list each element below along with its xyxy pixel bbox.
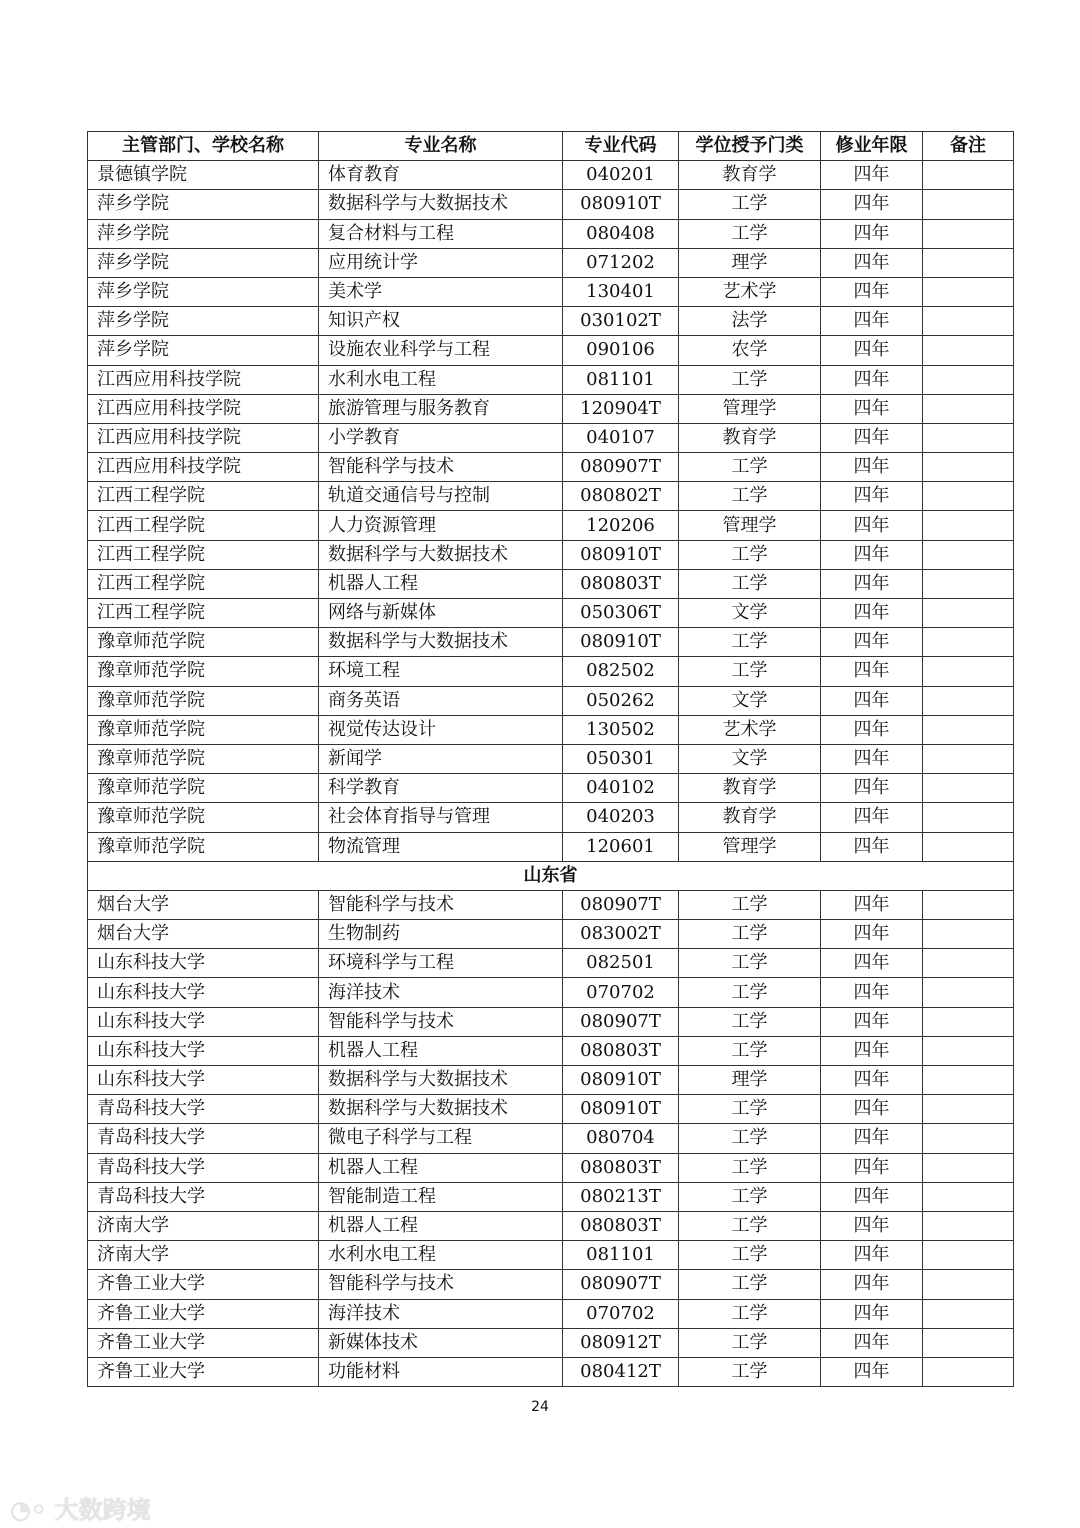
table-cell: 机器人工程 (319, 1211, 563, 1240)
table-cell: 江西应用科技学院 (88, 365, 319, 394)
table-row (88, 1299, 1014, 1328)
table-cell: 四年 (821, 949, 923, 978)
table-cell: 江西应用科技学院 (88, 423, 319, 452)
table-cell (923, 307, 1014, 336)
table-cell: 四年 (821, 248, 923, 277)
table-row (88, 511, 1014, 540)
page-number: 24 (531, 1399, 549, 1415)
table-cell: 知识产权 (319, 307, 563, 336)
table-cell: 江西工程学院 (88, 569, 319, 598)
table-row (88, 1036, 1014, 1065)
table-cell (923, 1095, 1014, 1124)
table-cell: 人力资源管理 (319, 511, 563, 540)
table-cell: 082501 (563, 949, 679, 978)
table-cell: 040203 (563, 803, 679, 832)
table-cell: 工学 (679, 482, 821, 511)
table-cell: 120206 (563, 511, 679, 540)
table-cell (923, 277, 1014, 306)
table-cell: 商务英语 (319, 686, 563, 715)
table-cell (923, 511, 1014, 540)
table-cell: 四年 (821, 423, 923, 452)
table-cell: 山东科技大学 (88, 978, 319, 1007)
table-cell: 齐鲁工业大学 (88, 1328, 319, 1357)
table-cell: 艺术学 (679, 277, 821, 306)
table-cell (923, 686, 1014, 715)
table-cell: 工学 (679, 569, 821, 598)
table-cell: 四年 (821, 599, 923, 628)
table-cell: 旅游管理与服务教育 (319, 394, 563, 423)
table-cell: 四年 (821, 920, 923, 949)
table-cell: 070702 (563, 1299, 679, 1328)
table-cell: 080802T (563, 482, 679, 511)
table-row (88, 686, 1014, 715)
table-cell: 机器人工程 (319, 1153, 563, 1182)
table-cell: 山东科技大学 (88, 1036, 319, 1065)
table-cell: 济南大学 (88, 1241, 319, 1270)
table-cell: 120601 (563, 832, 679, 861)
table-row (88, 540, 1014, 569)
table-cell: 江西工程学院 (88, 482, 319, 511)
table-cell: 文学 (679, 744, 821, 773)
table-cell: 080910T (563, 1095, 679, 1124)
table-cell (923, 453, 1014, 482)
table-cell: 工学 (679, 453, 821, 482)
table-cell: 四年 (821, 1211, 923, 1240)
table-row (88, 1066, 1014, 1095)
table-cell (923, 1182, 1014, 1211)
table-cell: 080907T (563, 1270, 679, 1299)
table-cell: 农学 (679, 336, 821, 365)
column-header: 学位授予门类 (679, 132, 821, 161)
table-row (88, 336, 1014, 365)
table-cell: 数据科学与大数据技术 (319, 1066, 563, 1095)
table-cell: 管理学 (679, 394, 821, 423)
table-cell (923, 657, 1014, 686)
table-cell (923, 1328, 1014, 1357)
table-cell: 工学 (679, 219, 821, 248)
table-cell: 齐鲁工业大学 (88, 1270, 319, 1299)
table-cell: 海洋技术 (319, 1299, 563, 1328)
table-cell: 体育教育 (319, 161, 563, 190)
table-row (88, 423, 1014, 452)
table-cell: 082502 (563, 657, 679, 686)
table-cell (923, 219, 1014, 248)
table-cell: 数据科学与大数据技术 (319, 628, 563, 657)
table-cell: 社会体育指导与管理 (319, 803, 563, 832)
table-cell: 四年 (821, 628, 923, 657)
table-cell (923, 1066, 1014, 1095)
table-cell: 设施农业科学与工程 (319, 336, 563, 365)
table-cell (923, 803, 1014, 832)
table-cell (923, 774, 1014, 803)
table-cell (923, 1007, 1014, 1036)
table-cell (923, 628, 1014, 657)
section-row (88, 861, 1014, 890)
table-cell: 理学 (679, 248, 821, 277)
table-cell: 理学 (679, 1066, 821, 1095)
table-cell: 工学 (679, 1299, 821, 1328)
table-row (88, 248, 1014, 277)
column-header: 修业年限 (821, 132, 923, 161)
table-cell: 青岛科技大学 (88, 1124, 319, 1153)
table-cell (923, 1211, 1014, 1240)
table-cell: 海洋技术 (319, 978, 563, 1007)
table-header-row (88, 132, 1014, 161)
table-cell: 物流管理 (319, 832, 563, 861)
table-cell: 四年 (821, 1007, 923, 1036)
table-cell: 齐鲁工业大学 (88, 1299, 319, 1328)
table-cell: 功能材料 (319, 1357, 563, 1386)
table-cell: 萍乡学院 (88, 307, 319, 336)
table-cell: 四年 (821, 686, 923, 715)
table-cell: 080907T (563, 1007, 679, 1036)
table-cell: 豫章师范学院 (88, 744, 319, 773)
table-row (88, 277, 1014, 306)
table-cell: 四年 (821, 277, 923, 306)
table-cell (923, 394, 1014, 423)
table-cell: 030102T (563, 307, 679, 336)
table-cell (923, 832, 1014, 861)
table-cell: 四年 (821, 1357, 923, 1386)
table-cell (923, 482, 1014, 511)
table-row (88, 1095, 1014, 1124)
table-cell: 机器人工程 (319, 1036, 563, 1065)
table-cell: 工学 (679, 1095, 821, 1124)
table-cell: 080803T (563, 1153, 679, 1182)
table-cell: 科学教育 (319, 774, 563, 803)
table-cell: 环境工程 (319, 657, 563, 686)
table-cell: 四年 (821, 1182, 923, 1211)
table-row (88, 890, 1014, 919)
table-cell: 四年 (821, 190, 923, 219)
table-cell: 081101 (563, 365, 679, 394)
table-cell: 四年 (821, 1095, 923, 1124)
table-row (88, 774, 1014, 803)
table-cell: 齐鲁工业大学 (88, 1357, 319, 1386)
table-cell: 工学 (679, 540, 821, 569)
table-cell: 江西工程学院 (88, 511, 319, 540)
table-cell: 智能科学与技术 (319, 453, 563, 482)
table-cell: 工学 (679, 1241, 821, 1270)
table-cell: 工学 (679, 365, 821, 394)
table-cell (923, 1036, 1014, 1065)
table-cell: 四年 (821, 774, 923, 803)
table-cell: 四年 (821, 890, 923, 919)
table-cell: 萍乡学院 (88, 219, 319, 248)
table-cell: 美术学 (319, 277, 563, 306)
table-cell: 040107 (563, 423, 679, 452)
table-cell: 080412T (563, 1357, 679, 1386)
table-cell: 山东科技大学 (88, 949, 319, 978)
table-cell: 040102 (563, 774, 679, 803)
table-cell: 萍乡学院 (88, 190, 319, 219)
table-cell: 工学 (679, 1124, 821, 1153)
table-cell: 水利水电工程 (319, 365, 563, 394)
table-cell: 小学教育 (319, 423, 563, 452)
table-cell: 080912T (563, 1328, 679, 1357)
table-cell: 青岛科技大学 (88, 1095, 319, 1124)
table-cell: 四年 (821, 336, 923, 365)
table-cell (923, 744, 1014, 773)
table-cell: 数据科学与大数据技术 (319, 1095, 563, 1124)
table-cell: 080408 (563, 219, 679, 248)
table-row (88, 599, 1014, 628)
table-cell: 工学 (679, 190, 821, 219)
table-cell: 080803T (563, 569, 679, 598)
table-cell: 四年 (821, 744, 923, 773)
table-cell: 四年 (821, 540, 923, 569)
table-cell: 工学 (679, 1182, 821, 1211)
table-row (88, 1357, 1014, 1386)
table-cell: 工学 (679, 1357, 821, 1386)
table-row (88, 1270, 1014, 1299)
table-cell: 120904T (563, 394, 679, 423)
table-cell: 艺术学 (679, 715, 821, 744)
table-cell: 视觉传达设计 (319, 715, 563, 744)
table-cell: 080213T (563, 1182, 679, 1211)
table-cell: 江西应用科技学院 (88, 453, 319, 482)
table-row (88, 482, 1014, 511)
table-cell: 萍乡学院 (88, 277, 319, 306)
table-cell: 江西工程学院 (88, 599, 319, 628)
table-cell: 应用统计学 (319, 248, 563, 277)
table-cell: 工学 (679, 1007, 821, 1036)
table-cell (923, 599, 1014, 628)
table-row (88, 453, 1014, 482)
table-cell: 四年 (821, 307, 923, 336)
table-cell: 法学 (679, 307, 821, 336)
table-cell: 济南大学 (88, 1211, 319, 1240)
table-cell: 工学 (679, 890, 821, 919)
table-cell: 新闻学 (319, 744, 563, 773)
table-row (88, 365, 1014, 394)
table-cell: 教育学 (679, 803, 821, 832)
table-cell: 080910T (563, 540, 679, 569)
table-row (88, 920, 1014, 949)
table-row (88, 803, 1014, 832)
table-row (88, 1007, 1014, 1036)
table-cell: 豫章师范学院 (88, 774, 319, 803)
table-row (88, 715, 1014, 744)
table-cell (923, 1299, 1014, 1328)
table-cell: 050306T (563, 599, 679, 628)
table-cell: 智能科学与技术 (319, 1270, 563, 1299)
table-row (88, 394, 1014, 423)
table-row (88, 1124, 1014, 1153)
table-cell: 教育学 (679, 774, 821, 803)
table-cell: 豫章师范学院 (88, 657, 319, 686)
table-cell: 四年 (821, 161, 923, 190)
table-cell: 083002T (563, 920, 679, 949)
table-cell: 050262 (563, 686, 679, 715)
table-cell: 微电子科学与工程 (319, 1124, 563, 1153)
table-cell: 教育学 (679, 423, 821, 452)
table-cell (923, 423, 1014, 452)
table-cell: 工学 (679, 920, 821, 949)
table-cell: 080910T (563, 628, 679, 657)
table-cell: 050301 (563, 744, 679, 773)
table-cell: 四年 (821, 832, 923, 861)
table-cell: 四年 (821, 803, 923, 832)
table-row (88, 949, 1014, 978)
table-cell: 江西工程学院 (88, 540, 319, 569)
table-row (88, 1211, 1014, 1240)
table-cell: 水利水电工程 (319, 1241, 563, 1270)
table-cell: 数据科学与大数据技术 (319, 190, 563, 219)
table-cell: 江西应用科技学院 (88, 394, 319, 423)
section-title: 山东省 (88, 861, 1014, 890)
table-cell (923, 365, 1014, 394)
table-cell (923, 715, 1014, 744)
table-row (88, 569, 1014, 598)
table-cell: 萍乡学院 (88, 336, 319, 365)
table-cell: 四年 (821, 1299, 923, 1328)
table-cell (923, 890, 1014, 919)
table-row (88, 1328, 1014, 1357)
table-cell: 四年 (821, 978, 923, 1007)
table-cell: 工学 (679, 1153, 821, 1182)
table-cell: 工学 (679, 628, 821, 657)
table-cell: 四年 (821, 453, 923, 482)
table-cell: 智能科学与技术 (319, 1007, 563, 1036)
table-cell: 山东科技大学 (88, 1066, 319, 1095)
table-cell: 烟台大学 (88, 920, 319, 949)
table-cell: 081101 (563, 1241, 679, 1270)
table-row (88, 1153, 1014, 1182)
column-header: 专业名称 (319, 132, 563, 161)
table-cell: 豫章师范学院 (88, 803, 319, 832)
table-cell: 智能制造工程 (319, 1182, 563, 1211)
table-cell (923, 161, 1014, 190)
table-cell: 四年 (821, 394, 923, 423)
table-cell: 四年 (821, 1066, 923, 1095)
table-cell: 080803T (563, 1211, 679, 1240)
column-header: 专业代码 (563, 132, 679, 161)
column-header: 主管部门、学校名称 (88, 132, 319, 161)
table-cell: 130502 (563, 715, 679, 744)
table-cell: 网络与新媒体 (319, 599, 563, 628)
majors-table (87, 131, 1014, 1387)
table-row (88, 978, 1014, 1007)
table-row (88, 1182, 1014, 1211)
table-cell: 豫章师范学院 (88, 628, 319, 657)
table-cell: 数据科学与大数据技术 (319, 540, 563, 569)
table-cell: 四年 (821, 511, 923, 540)
table-cell: 工学 (679, 1270, 821, 1299)
table-cell: 山东科技大学 (88, 1007, 319, 1036)
table-cell: 生物制药 (319, 920, 563, 949)
table-row (88, 307, 1014, 336)
table-cell: 环境科学与工程 (319, 949, 563, 978)
table-cell: 豫章师范学院 (88, 832, 319, 861)
table-cell: 智能科学与技术 (319, 890, 563, 919)
table-cell (923, 920, 1014, 949)
column-header: 备注 (923, 132, 1014, 161)
table-cell (923, 978, 1014, 1007)
table-cell (923, 336, 1014, 365)
table-cell: 071202 (563, 248, 679, 277)
table-cell: 080910T (563, 1066, 679, 1095)
table-cell: 文学 (679, 599, 821, 628)
table-cell: 教育学 (679, 161, 821, 190)
table-cell: 四年 (821, 482, 923, 511)
table-cell: 四年 (821, 1270, 923, 1299)
watermark-logo: ◔◦ 大数跨境 (10, 1496, 151, 1524)
table-row (88, 161, 1014, 190)
table-cell: 工学 (679, 1211, 821, 1240)
table-cell: 080704 (563, 1124, 679, 1153)
table-cell: 豫章师范学院 (88, 715, 319, 744)
table-cell: 080803T (563, 1036, 679, 1065)
table-cell: 090106 (563, 336, 679, 365)
table-cell: 四年 (821, 1153, 923, 1182)
table-cell: 豫章师范学院 (88, 686, 319, 715)
table-cell: 四年 (821, 569, 923, 598)
table-cell: 管理学 (679, 832, 821, 861)
table-row (88, 628, 1014, 657)
table-cell: 四年 (821, 715, 923, 744)
table-row (88, 1241, 1014, 1270)
table-cell: 工学 (679, 1328, 821, 1357)
table-cell: 四年 (821, 1036, 923, 1065)
table-cell: 复合材料与工程 (319, 219, 563, 248)
table-cell (923, 1153, 1014, 1182)
table-cell: 工学 (679, 657, 821, 686)
table-row (88, 657, 1014, 686)
table-row (88, 744, 1014, 773)
table-cell: 烟台大学 (88, 890, 319, 919)
table-cell (923, 1124, 1014, 1153)
table-cell: 工学 (679, 978, 821, 1007)
table-cell: 四年 (821, 1328, 923, 1357)
table-cell: 文学 (679, 686, 821, 715)
table-cell: 机器人工程 (319, 569, 563, 598)
table-cell: 四年 (821, 1241, 923, 1270)
table-cell (923, 949, 1014, 978)
table-cell: 工学 (679, 1036, 821, 1065)
table-cell: 四年 (821, 1124, 923, 1153)
table-cell: 四年 (821, 657, 923, 686)
table-cell: 工学 (679, 949, 821, 978)
table-cell: 040201 (563, 161, 679, 190)
table-cell: 萍乡学院 (88, 248, 319, 277)
table-cell (923, 540, 1014, 569)
table-cell: 080907T (563, 890, 679, 919)
table-cell (923, 569, 1014, 598)
table-cell: 四年 (821, 365, 923, 394)
table-row (88, 219, 1014, 248)
table-cell (923, 1357, 1014, 1386)
table-cell (923, 1270, 1014, 1299)
table-cell: 景德镇学院 (88, 161, 319, 190)
table-cell: 070702 (563, 978, 679, 1007)
table-cell: 130401 (563, 277, 679, 306)
table-cell: 青岛科技大学 (88, 1153, 319, 1182)
table-cell: 080910T (563, 190, 679, 219)
table-cell: 青岛科技大学 (88, 1182, 319, 1211)
table-row (88, 190, 1014, 219)
table-cell: 080907T (563, 453, 679, 482)
table-cell (923, 248, 1014, 277)
table-cell (923, 1241, 1014, 1270)
table-cell (923, 190, 1014, 219)
table-row (88, 832, 1014, 861)
table-cell: 四年 (821, 219, 923, 248)
table-cell: 轨道交通信号与控制 (319, 482, 563, 511)
table-cell: 管理学 (679, 511, 821, 540)
table-cell: 新媒体技术 (319, 1328, 563, 1357)
